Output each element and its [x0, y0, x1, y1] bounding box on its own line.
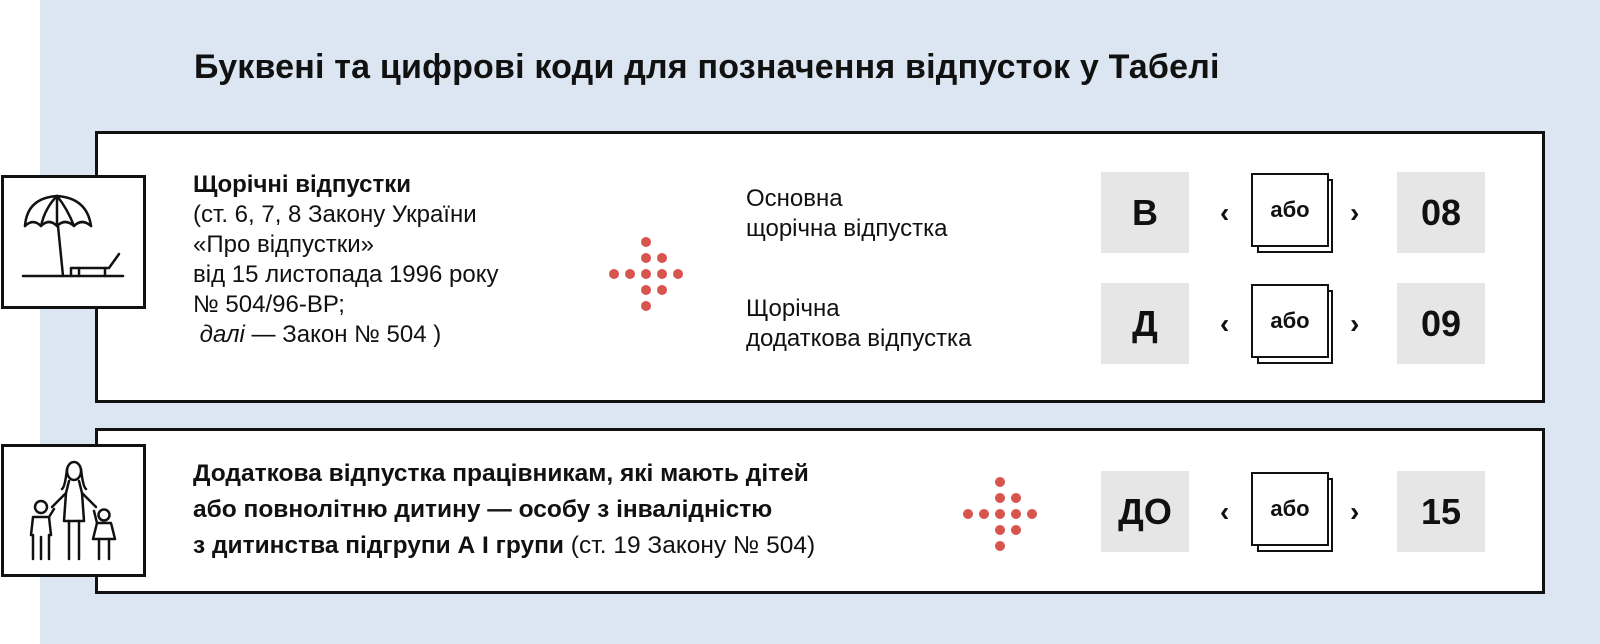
or-card	[1251, 173, 1333, 253]
digit-code-box: 15	[1397, 471, 1485, 552]
chevron-left-icon: ‹	[1220, 197, 1230, 228]
leave-type-label	[746, 184, 947, 244]
letter-code-box: Д	[1101, 283, 1189, 364]
annual-leave-ref-line: від 15 листопада 1996 року	[193, 261, 499, 288]
leave-type-label-line1: Щорічна	[746, 295, 840, 322]
ref-italic-text: далі	[199, 321, 245, 348]
parents-leave-ref-text: (ст. 19 Закону № 504)	[564, 532, 816, 559]
or-card	[1251, 472, 1333, 552]
leave-type-label-line1: Основна	[746, 185, 843, 212]
annual-leave-ref-line: (ст. 6, 7, 8 Закону України	[193, 201, 477, 228]
page-title: Буквені та цифрові коди для позначення відпусток у Табелі	[194, 48, 1220, 86]
ref-tail-text: — Закон № 504 )	[244, 321, 442, 348]
parents-leave-line: або повнолітню дитину — особу з інвалідністю	[193, 496, 773, 523]
or-label: або	[1251, 472, 1329, 546]
dot-arrow-icon	[608, 236, 684, 312]
annual-leave-heading: Щорічні відпустки	[193, 171, 411, 198]
parents-leave-description	[193, 456, 815, 564]
annual-leave-ref-line: № 504/96-ВР;	[193, 291, 345, 318]
parents-leave-line	[193, 528, 815, 564]
letter-code-box: В	[1101, 172, 1189, 253]
parents-leave-line: Додаткова відпустка працівникам, які мають дітей	[193, 460, 809, 487]
or-card	[1251, 284, 1333, 364]
parents-leave-bold-text: з дитинства підгрупи А І групи	[193, 532, 564, 559]
family-icon	[24, 459, 124, 563]
chevron-right-icon: ›	[1350, 496, 1360, 527]
parents-leave-icon-box	[1, 444, 146, 577]
chevron-right-icon: ›	[1350, 197, 1360, 228]
chevron-left-icon: ‹	[1220, 308, 1230, 339]
digit-code-box: 09	[1397, 283, 1485, 364]
annual-leave-ref-line: «Про відпустки»	[193, 231, 375, 258]
chevron-right-icon: ›	[1350, 308, 1360, 339]
letter-code-box: ДО	[1101, 471, 1189, 552]
leave-type-label-line2: щорічна відпустка	[746, 215, 948, 242]
dot-arrow-icon	[962, 476, 1038, 552]
annual-leave-icon-box	[1, 175, 146, 309]
beach-umbrella-icon	[19, 192, 129, 292]
leave-type-label	[746, 294, 971, 354]
annual-leave-description	[193, 170, 498, 350]
digit-code-box: 08	[1397, 172, 1485, 253]
leave-type-label-line2: додаткова відпустка	[746, 325, 972, 352]
chevron-left-icon: ‹	[1220, 496, 1230, 527]
or-label: або	[1251, 284, 1329, 358]
or-label: або	[1251, 173, 1329, 247]
annual-leave-ref-last-line	[193, 320, 498, 350]
